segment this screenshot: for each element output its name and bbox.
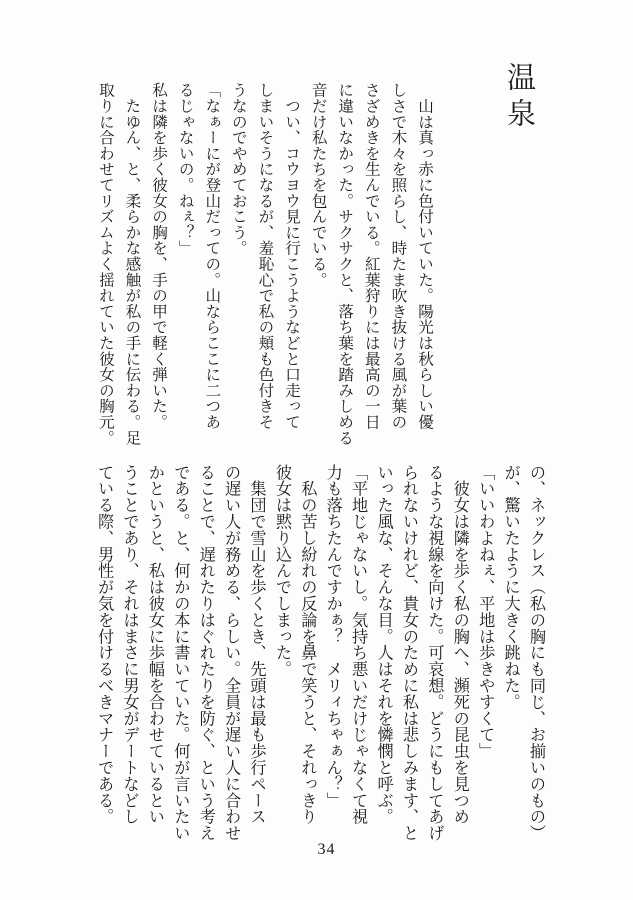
text-line: るような視線を向けた。可哀想。どうにもしてあげ — [425, 464, 444, 842]
text-line: 「平地じゃないし。気持ち悪いだけじゃなくて視 — [349, 464, 368, 825]
text-line: 私の苦し紛れの反論を鼻で笑うと、それっきり — [298, 464, 317, 825]
bottom-text-section — [90, 464, 548, 854]
top-text-section — [89, 82, 437, 454]
text-line: うなのでやめておこう。 — [229, 82, 247, 256]
text-line: 音だけ私たちを包んでいる。 — [309, 82, 327, 288]
text-line: 彼女は黙り込んでしまった。 — [272, 464, 291, 678]
text-line: 「いいわよねぇ、平地は歩きやすくて」 — [476, 464, 495, 760]
text-line: うことであり、それはまさに男女がデートなどし — [120, 464, 139, 825]
text-line: 「なぁーにが登山だっての。山ならここに二つあ — [203, 82, 221, 430]
text-line: しさで木々を照らし、時たま吹き抜ける風が葉の — [389, 82, 407, 430]
text-line: である。と、何かの本に書いていた。何が言いたい — [171, 464, 190, 842]
text-line: に違いなかった。サクサクと、落ち葉を踏みしめる — [336, 82, 354, 446]
text-line: 取りに合わせてリズムよく揺れていた彼女の胸元。 — [96, 82, 114, 446]
text-line: 力も落ちたんですかぁ？ メリィちゃぁん？」 — [323, 464, 342, 809]
text-line: いった風な、そんな目。人はそれを憐憫と呼ぶ。 — [374, 464, 393, 825]
text-line: たゆん、と、柔らかな感触が私の手に伝わる。足 — [123, 82, 141, 446]
chapter-title: 温泉 — [503, 62, 535, 134]
text-line: 山は真っ赤に色付いていた。陽光は秋らしい優 — [416, 82, 433, 430]
text-line: 集団で雪山を歩くとき、先頭は最も歩行ペース — [247, 464, 266, 825]
text-line: が、驚いたように大きく跳ねた。 — [501, 464, 520, 710]
text-line: 私は隣を歩く彼女の胸を、手の甲で軽く弾いた。 — [150, 82, 168, 430]
text-line: 彼女は隣を歩く私の胸へ、瀕死の昆虫を見つめ — [450, 464, 469, 825]
text-line: るじゃないの。ねぇ？」 — [176, 82, 194, 256]
text-line: ることで、遅れたりはぐれたりを防ぐ、という考え — [196, 464, 215, 842]
page-number: 34 — [317, 841, 336, 858]
text-line: しまいそうになるが、羞恥心で私の頬も色付きそ — [256, 82, 274, 430]
text-line: さざめきを生んでいる。紅葉狩りには最高の一日 — [362, 82, 380, 430]
text-line: の、ネックレス（私の胸にも同じ、お揃いのもの） — [527, 464, 545, 842]
text-line: の遅い人が務める、らしい。全員が遅い人に合わせ — [222, 464, 241, 842]
text-line: かというと、私は彼女に歩幅を合わせているとい — [145, 464, 164, 825]
text-line: ている際、男性が気を付けるべきマナーである。 — [95, 464, 114, 825]
text-line: つい、コウヨウ見に行こうようなどと口走って — [283, 82, 301, 430]
text-line: られないけれど、貴女のために私は悲しみます、と — [399, 464, 418, 842]
